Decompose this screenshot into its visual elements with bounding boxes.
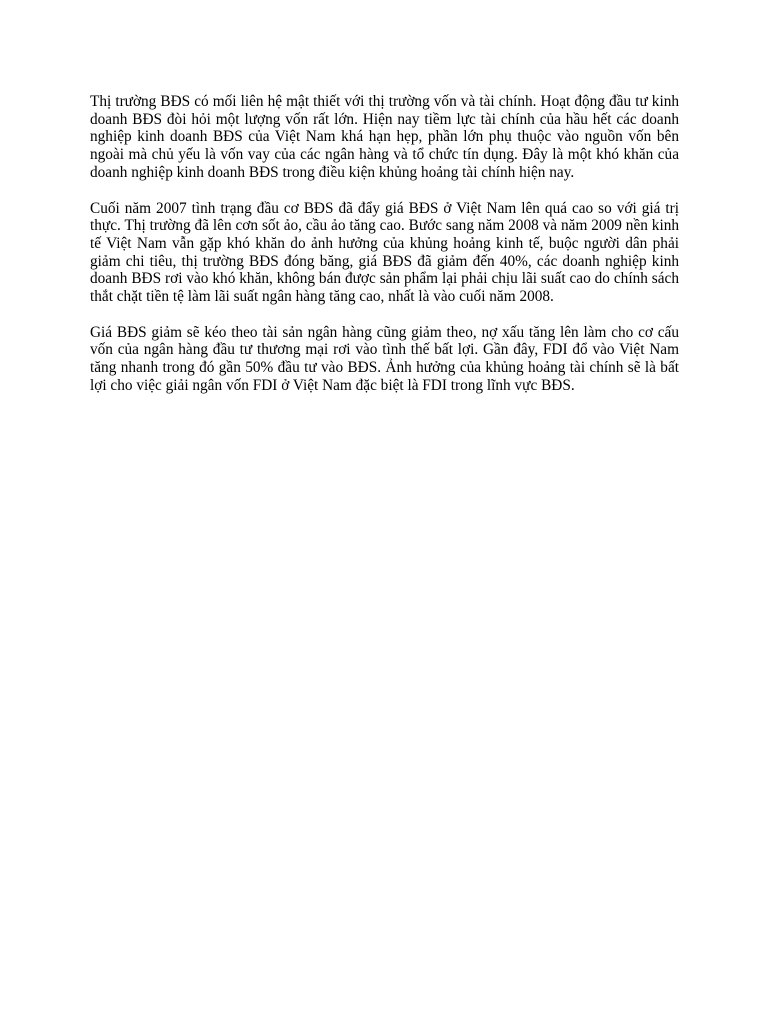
paragraph-1: Thị trường BĐS có mối liên hệ mật thiết với thị trường vốn và tài chính. Hoạt động đầu tư kinh doanh BĐS đòi hỏi một lượng vốn rất lớn. Hiện nay tiềm lực tài chính của hầu hết các doanh nghiệp kinh doanh BĐS của Việt Nam khá hạn hẹp, phần lớn phụ thuộc vào nguồn vốn bên ngoài mà chủ yếu là vốn vay của các ngân hàng và tổ chức tín dụng. Đây là một khó khăn của doanh nghiệp kinh doanh BĐS trong điều kiện khủng hoảng tài chính hiện nay.: [90, 93, 679, 181]
paragraph-3: Giá BĐS giảm sẽ kéo theo tài sản ngân hàng cũng giảm theo, nợ xấu tăng lên làm cho cơ cấu vốn của ngân hàng đầu tư thương mại rơi vào tình thế bất lợi. Gần đây, FDI đổ vào Việt Nam tăng nhanh trong đó gần 50% đầu tư vào BĐS. Ảnh hưởng của khủng hoảng tài chính sẽ là bất lợi cho việc giải ngân vốn FDI ở Việt Nam đặc biệt là FDI trong lĩnh vực BĐS.: [90, 323, 679, 394]
document-body: [90, 93, 679, 413]
paragraph-2: Cuối năm 2007 tình trạng đầu cơ BĐS đã đẩy giá BĐS ở Việt Nam lên quá cao so với giá trị thực. Thị trường đã lên cơn sốt ảo, cầu ảo tăng cao. Bước sang năm 2008 và năm 2009 nền kinh tế Việt Nam vẫn gặp khó khăn do ảnh hưởng của khủng hoảng kinh tế, buộc người dân phải giảm chi tiêu, thị trường BĐS đóng băng, giá BĐS đã giảm đến 40%, các doanh nghiệp kinh doanh BĐS rơi vào khó khăn, không bán được sản phẩm lại phải chịu lãi suất cao do chính sách thắt chặt tiền tệ làm lãi suất ngân hàng tăng cao, nhất là vào cuối năm 2008.: [90, 199, 679, 306]
